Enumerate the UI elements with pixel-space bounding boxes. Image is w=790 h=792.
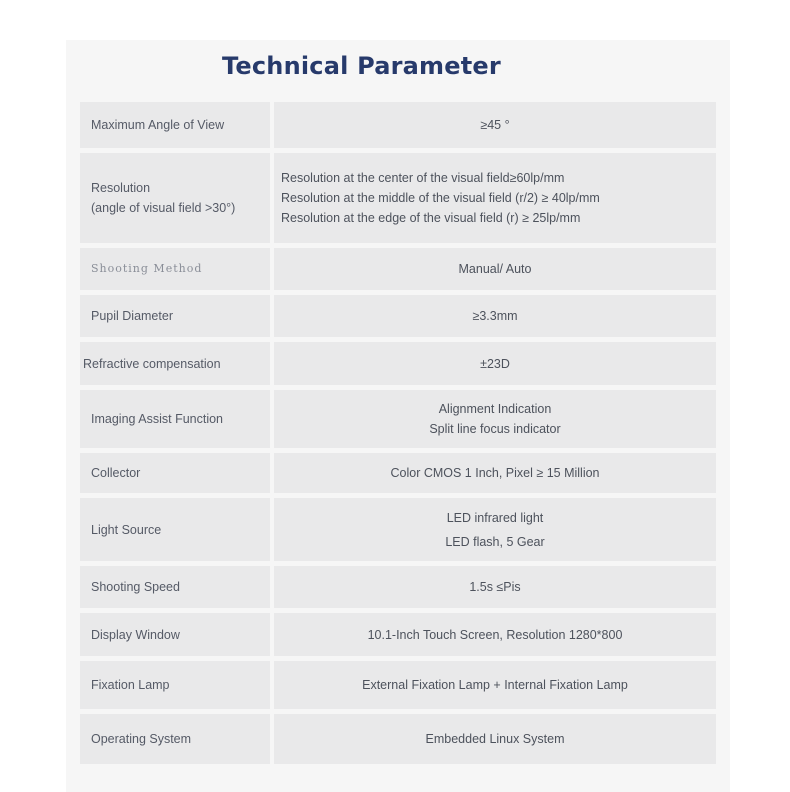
row-label-text: (angle of visual field >30°) (91, 201, 236, 215)
row-value-text: ±23D (480, 356, 510, 371)
table-row (80, 153, 716, 243)
table-row (80, 613, 716, 656)
row-value (274, 453, 716, 493)
table-row (80, 453, 716, 493)
row-label-text: Collector (91, 466, 141, 480)
table-row (80, 714, 716, 764)
row-label (80, 714, 270, 764)
row-label (80, 661, 270, 709)
row-value (274, 714, 716, 764)
page-title: Technical Parameter (222, 52, 501, 80)
row-value (274, 661, 716, 709)
row-label (80, 453, 270, 493)
row-value-text: Embedded Linux System (425, 732, 565, 746)
row-label-text: Shooting Speed (91, 580, 180, 594)
table-row (80, 566, 716, 608)
row-label-text: Pupil Diameter (91, 309, 173, 323)
row-value-text: LED flash, 5 Gear (445, 534, 545, 549)
row-value-text: ≥3.3mm (472, 309, 518, 323)
row-value-text: External Fixation Lamp + Internal Fixation Lamp (362, 678, 628, 692)
row-value (274, 153, 716, 243)
table-row (80, 248, 716, 290)
row-label-text: Imaging Assist Function (91, 412, 224, 426)
table-row (80, 498, 716, 561)
row-value-text: 1.5s ≤Pis (469, 580, 521, 594)
row-value-text: 10.1-Inch Touch Screen, Resolution 1280*800 (367, 627, 623, 642)
row-value (274, 295, 716, 337)
row-value-text: Resolution at the middle of the visual field (r/2) ≥ 40lp/mm (281, 191, 600, 205)
row-value (274, 566, 716, 608)
row-value (274, 342, 716, 385)
row-label (80, 613, 270, 656)
row-value (274, 498, 716, 561)
row-value (274, 248, 716, 290)
row-label (80, 153, 270, 243)
table-row (80, 390, 716, 448)
row-value-text: Alignment Indication (438, 402, 552, 416)
row-value (274, 390, 716, 448)
row-label-text: Operating System (91, 732, 192, 746)
row-label (80, 566, 270, 608)
row-value-text: Resolution at the edge of the visual field (r) ≥ 25lp/mm (281, 211, 581, 225)
row-value-text: Manual/ Auto (458, 262, 532, 276)
row-label-text: Display Window (91, 627, 180, 642)
row-value (274, 613, 716, 656)
row-label-text: Refractive compensation (83, 356, 221, 371)
row-value-text: LED infrared light (446, 510, 544, 525)
row-label (80, 342, 270, 385)
row-label (80, 390, 270, 448)
row-label-text: Maximum Angle of View (91, 118, 225, 132)
row-value-text: Split line focus indicator (429, 422, 561, 436)
row-label-text: Light Source (91, 522, 162, 537)
table-row (80, 342, 716, 385)
row-label (80, 295, 270, 337)
table-row (80, 661, 716, 709)
row-label (80, 498, 270, 561)
row-label (80, 102, 270, 148)
row-label-text: Fixation Lamp (91, 678, 170, 692)
row-value-text: Color CMOS 1 Inch, Pixel ≥ 15 Million (390, 466, 600, 480)
row-value-text: Resolution at the center of the visual field≥60lp/mm (281, 171, 565, 185)
row-label (80, 248, 270, 290)
table-row (80, 295, 716, 337)
table-row (80, 102, 716, 148)
row-value (274, 102, 716, 148)
row-label-text: Resolution (91, 181, 151, 195)
row-label-text: Shooting Method (91, 262, 203, 275)
row-value-text: ≥45 ° (480, 118, 510, 132)
